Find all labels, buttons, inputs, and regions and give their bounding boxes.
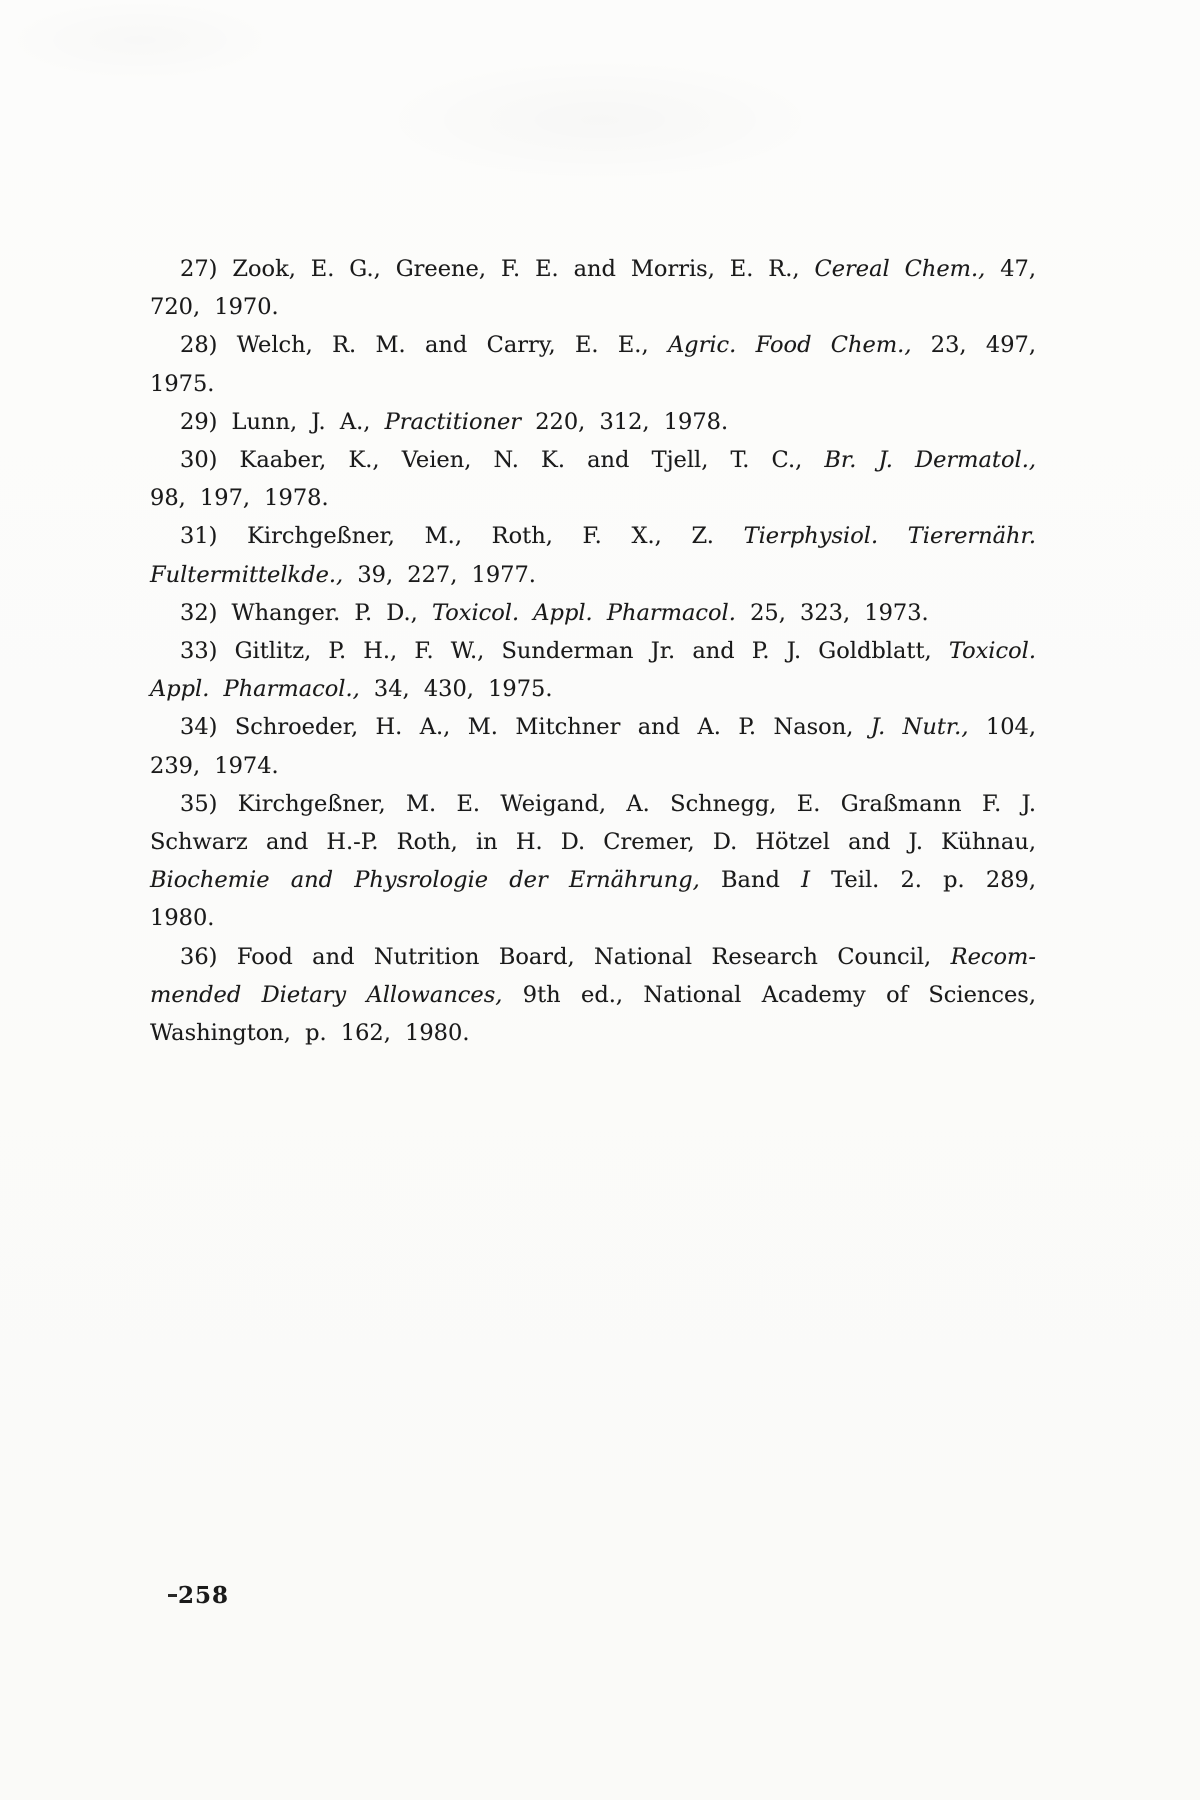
reference-text: Washington, p. 162, 1980. (150, 1020, 470, 1047)
reference-text: 34, 430, 1975. (359, 676, 553, 703)
reference-35 (150, 785, 1036, 938)
reference-journal-title: Fultermittelkde., (150, 561, 344, 588)
reference-text: 33) Gitlitz, P. H., F. W., Sunderman Jr. and P. J. Goldblatt, (180, 638, 949, 665)
reference-line (150, 938, 1036, 976)
reference-line (150, 899, 1036, 937)
reference-line (150, 594, 1036, 632)
reference-text: 32) Whanger. P. D., (180, 599, 432, 626)
reference-line (150, 288, 1036, 326)
reference-journal-title: Appl. Pharmacol., (150, 676, 360, 703)
references-list (150, 250, 1036, 1052)
reference-journal-title: Cereal Chem., (814, 256, 986, 282)
reference-text: 1980. (150, 905, 215, 932)
reference-31 (150, 517, 1036, 593)
reference-line (150, 708, 1036, 746)
reference-27 (150, 250, 1036, 326)
reference-text: 9th ed., National Academy of Sciences, (502, 981, 1036, 1008)
reference-line (150, 670, 1036, 708)
reference-36 (150, 938, 1036, 1053)
reference-line (150, 556, 1036, 594)
reference-text: 28) Welch, R. M. and Carry, E. E., (180, 332, 668, 359)
page-number: 258 (168, 1582, 229, 1609)
reference-line (150, 1014, 1036, 1052)
reference-text: 220, 312, 1978. (521, 408, 729, 435)
reference-line (150, 747, 1036, 785)
reference-text: 23, 497, (911, 332, 1037, 359)
reference-text: Teil. 2. p. 289, (809, 867, 1036, 894)
reference-text: 98, 197, 1978. (150, 485, 329, 512)
reference-text: 39, 227, 1977. (343, 561, 536, 588)
reference-line (150, 326, 1036, 364)
reference-33 (150, 632, 1036, 708)
reference-text: 35) Kirchgeßner, M. E. Weigand, A. Schnegg, E. Graßmann F. J. (180, 790, 1036, 817)
reference-journal-title: Biochemie and Physrologie der Ernährung, (150, 867, 700, 894)
reference-line (150, 785, 1036, 823)
reference-text: 36) Food and Nutrition Board, National Research Council, (180, 943, 951, 970)
reference-line (150, 441, 1036, 479)
reference-32 (150, 594, 1036, 632)
reference-journal-title: Toxicol. Appl. Pharmacol. (431, 599, 736, 626)
reference-line (150, 632, 1036, 670)
reference-journal-title: I (801, 867, 810, 894)
reference-line (150, 976, 1036, 1014)
reference-line (150, 250, 1036, 288)
reference-line (150, 861, 1036, 899)
reference-journal-title: J. Nutr., (870, 714, 969, 741)
reference-34 (150, 708, 1036, 784)
reference-29 (150, 403, 1036, 441)
reference-line (150, 403, 1036, 441)
reference-text: 47, (985, 256, 1037, 282)
reference-line (150, 479, 1036, 517)
reference-text: 29) Lunn, J. A., (180, 408, 385, 435)
reference-text: 31) Kirchgeßner, M., Roth, F. X., Z. (180, 523, 744, 550)
reference-text: Band (699, 867, 802, 894)
reference-30 (150, 441, 1036, 517)
reference-line (150, 365, 1036, 403)
reference-28 (150, 326, 1036, 402)
reference-journal-title: Recom- (950, 943, 1036, 970)
reference-text: 27) Zook, E. G., Greene, F. E. and Morris, E. R., (180, 256, 815, 282)
reference-journal-title: Tierphysiol. Tierernähr. (743, 523, 1036, 550)
reference-text: 1975. (150, 370, 215, 397)
reference-line (150, 823, 1036, 861)
reference-text: Schwarz and H.-P. Roth, in H. D. Cremer, D. Hötzel and J. Kühnau, (150, 829, 1036, 856)
reference-text: 239, 1974. (150, 752, 279, 779)
reference-journal-title: Practitioner (384, 408, 522, 435)
reference-text: 720, 1970. (150, 294, 279, 321)
reference-journal-title: Agric. Food Chem., (667, 332, 912, 359)
reference-text: 104, (968, 714, 1037, 741)
reference-text: 30) Kaaber, K., Veien, N. K. and Tjell, T. C., (180, 447, 825, 474)
reference-line (150, 517, 1036, 555)
reference-journal-title: Br. J. Dermatol., (824, 447, 1036, 474)
reference-text: 34) Schroeder, H. A., M. Mitchner and A. P. Nason, (180, 714, 871, 741)
reference-journal-title: Toxicol. (948, 638, 1036, 665)
reference-text: 25, 323, 1973. (735, 599, 929, 626)
reference-journal-title: mended Dietary Allowances, (150, 981, 503, 1008)
